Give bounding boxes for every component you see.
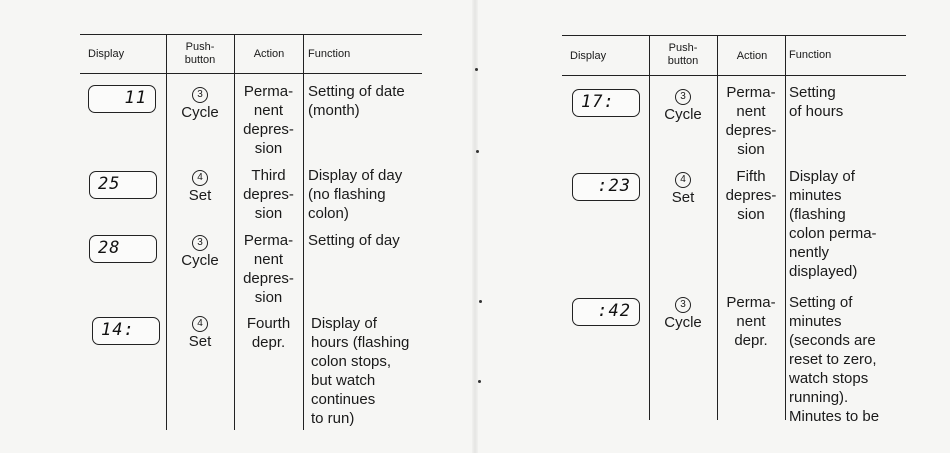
header-action: Action: [736, 50, 768, 62]
action-text: Third depres- sion: [243, 167, 294, 222]
pushbutton-cell: [165, 235, 235, 270]
column-divider: [303, 34, 304, 430]
header-top-rule: [562, 35, 906, 36]
right-page: [475, 0, 950, 453]
header-function: Function: [789, 49, 832, 61]
pushbutton-cell: [165, 87, 235, 122]
function-text: Setting of minutes (seconds are reset to zero, watch stops running). Minutes to be: [789, 294, 880, 425]
button-number-icon: 4: [192, 316, 208, 332]
lcd-display: :23: [572, 173, 640, 201]
header-pushbutton: Push- button: [667, 42, 699, 67]
button-label: Set: [188, 187, 212, 204]
page-mark: [478, 380, 481, 383]
page-mark: [476, 150, 479, 153]
function-text: Setting of date (month): [308, 83, 405, 119]
header-pushbutton: Push- button: [184, 41, 216, 66]
button-label: Cycle: [181, 104, 219, 121]
button-number-icon: 3: [192, 87, 208, 103]
button-number-icon: 3: [675, 89, 691, 105]
action-text: Fourth depr.: [246, 315, 291, 351]
function-text: Display of hours (flashing colon stops, but watch continues to run): [311, 315, 410, 427]
action-text: Perma- nent depres- sion: [725, 84, 777, 158]
header-display: Display: [88, 48, 125, 60]
header-display: Display: [570, 50, 607, 62]
function-text: Display of minutes (flashing colon perma- nently displayed): [789, 168, 877, 280]
header-function: Function: [308, 48, 351, 60]
button-label: Cycle: [664, 314, 702, 331]
action-text: Perma- nent depr.: [726, 294, 776, 349]
pushbutton-cell: [648, 89, 718, 124]
action-text: Perma- nent depres- sion: [243, 232, 294, 306]
button-label: Set: [188, 333, 212, 350]
action-text: Perma- nent depres- sion: [243, 83, 294, 157]
header-action: Action: [253, 48, 285, 60]
page-mark: [479, 300, 482, 303]
lcd-display: 11: [88, 85, 156, 113]
pushbutton-cell: [165, 316, 235, 351]
lcd-display: :42: [572, 298, 640, 326]
function-text: Display of day (no flashing colon): [308, 167, 403, 222]
button-number-icon: 3: [675, 297, 691, 313]
button-label: Cycle: [181, 252, 219, 269]
button-label: Set: [671, 189, 695, 206]
pushbutton-cell: [165, 170, 235, 205]
pushbutton-cell: [648, 172, 718, 207]
pushbutton-cell: [648, 297, 718, 332]
lcd-display: 25: [89, 171, 157, 199]
header-bottom-rule: [80, 73, 422, 74]
column-divider: [785, 35, 786, 420]
header-top-rule: [80, 34, 422, 35]
page-mark: [475, 68, 478, 71]
function-text: Setting of day: [308, 232, 400, 249]
lcd-display: 17:: [572, 89, 640, 117]
lcd-display: 28: [89, 235, 157, 263]
button-number-icon: 3: [192, 235, 208, 251]
button-label: Cycle: [664, 106, 702, 123]
function-text: Setting of hours: [789, 84, 844, 120]
button-number-icon: 4: [192, 170, 208, 186]
button-number-icon: 4: [675, 172, 691, 188]
action-text: Fifth depres- sion: [725, 168, 777, 223]
lcd-display: 14:: [92, 317, 160, 345]
header-bottom-rule: [562, 75, 906, 76]
